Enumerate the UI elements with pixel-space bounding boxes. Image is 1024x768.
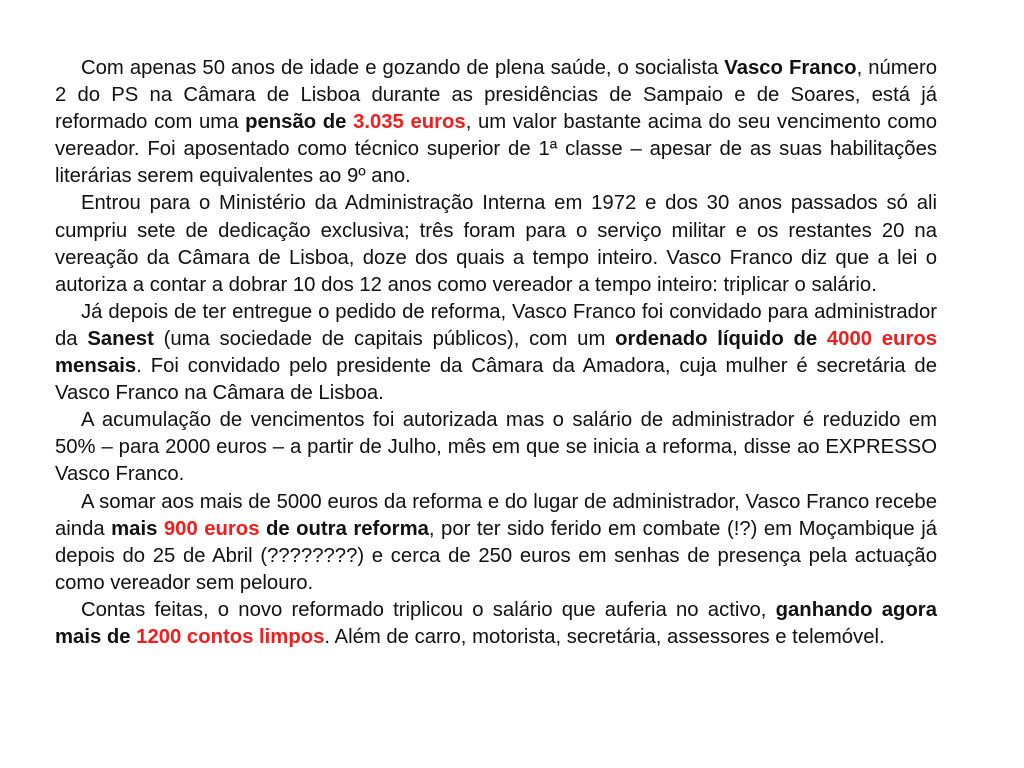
bold-text: mensais <box>55 355 137 378</box>
bold-text: ganhando agora mais de <box>55 598 937 648</box>
text-segment: Já depois de ter entregue o pedido de reforma, Vasco Franco foi convidado para administrador da <box>55 300 937 350</box>
paragraph <box>55 597 937 651</box>
paragraph <box>55 55 937 190</box>
paragraph <box>55 407 937 488</box>
bold-text: pensão de <box>245 111 354 134</box>
text-segment: , um valor bastante acima do seu vencimento como vereador. Foi aposentado como técnico superior de 1ª classe – apesar de as suas habilitações literárias serem equivalentes ao 9º ano. <box>55 111 937 188</box>
paragraph <box>55 489 937 597</box>
text-segment: (uma sociedade de capitais públicos), com um <box>153 327 616 350</box>
text-segment: Com apenas 50 anos de idade e gozando de plena saúde, o socialista <box>81 57 725 79</box>
highlight-red-text: 1200 contos limpos <box>136 625 325 648</box>
text-segment: , por ter sido ferido em combate (!?) em Moçambique já depois do 25 de Abril (????????) e cerca de 250 euros em senhas de presença pela actuação como vereador sem pelouro. <box>55 517 937 594</box>
bold-text: de outra reforma <box>259 517 429 540</box>
text-segment: Contas feitas, o novo reformado triplicou o salário que auferia no activo, <box>81 598 776 621</box>
bold-text: Vasco Franco <box>724 57 857 79</box>
highlight-red-text: 4000 euros <box>826 327 937 350</box>
highlight-red-text: 900 euros <box>163 517 260 540</box>
text-segment: . Além de carro, motorista, secretária, assessores e telemóvel. <box>324 625 885 648</box>
bold-text: ordenado líquido de <box>615 327 827 350</box>
paragraph <box>55 190 937 298</box>
text-segment: A acumulação de vencimentos foi autorizada mas o salário de administrador é reduzido em 50% – para 2000 euros – a partir de Julho, mês em que se inicia a reforma, disse ao EXPRESSO Vasco Franco. <box>55 409 937 486</box>
text-segment: Entrou para o Ministério da Administração Interna em 1972 e dos 30 anos passados só ali cumpriu sete de dedicação exclusiva; três foram para o serviço militar e os restantes 20 na vereação da Câmara de Lisboa, doze dos quais a tempo inteiro. Vasco Franco diz que a lei o autoriza a contar a dobrar 10 dos 12 anos como vereador a tempo inteiro: triplicar o salário. <box>55 192 937 296</box>
text-segment: , número 2 do PS na Câmara de Lisboa durante as presidências de Sampaio e de Soares, está já reformado com uma <box>55 57 937 134</box>
highlight-red-text: 3.035 euros <box>353 111 466 134</box>
article-text <box>55 55 937 651</box>
text-segment: . Foi convidado pelo presidente da Câmara da Amadora, cuja mulher é secretária de Vasco Franco na Câmara de Lisboa. <box>55 355 937 405</box>
bold-text: mais <box>111 517 164 540</box>
text-segment: A somar aos mais de 5000 euros da reforma e do lugar de administrador, Vasco Franco recebe ainda <box>55 490 937 540</box>
bold-text: Sanest <box>87 327 154 350</box>
paragraph <box>55 299 937 407</box>
